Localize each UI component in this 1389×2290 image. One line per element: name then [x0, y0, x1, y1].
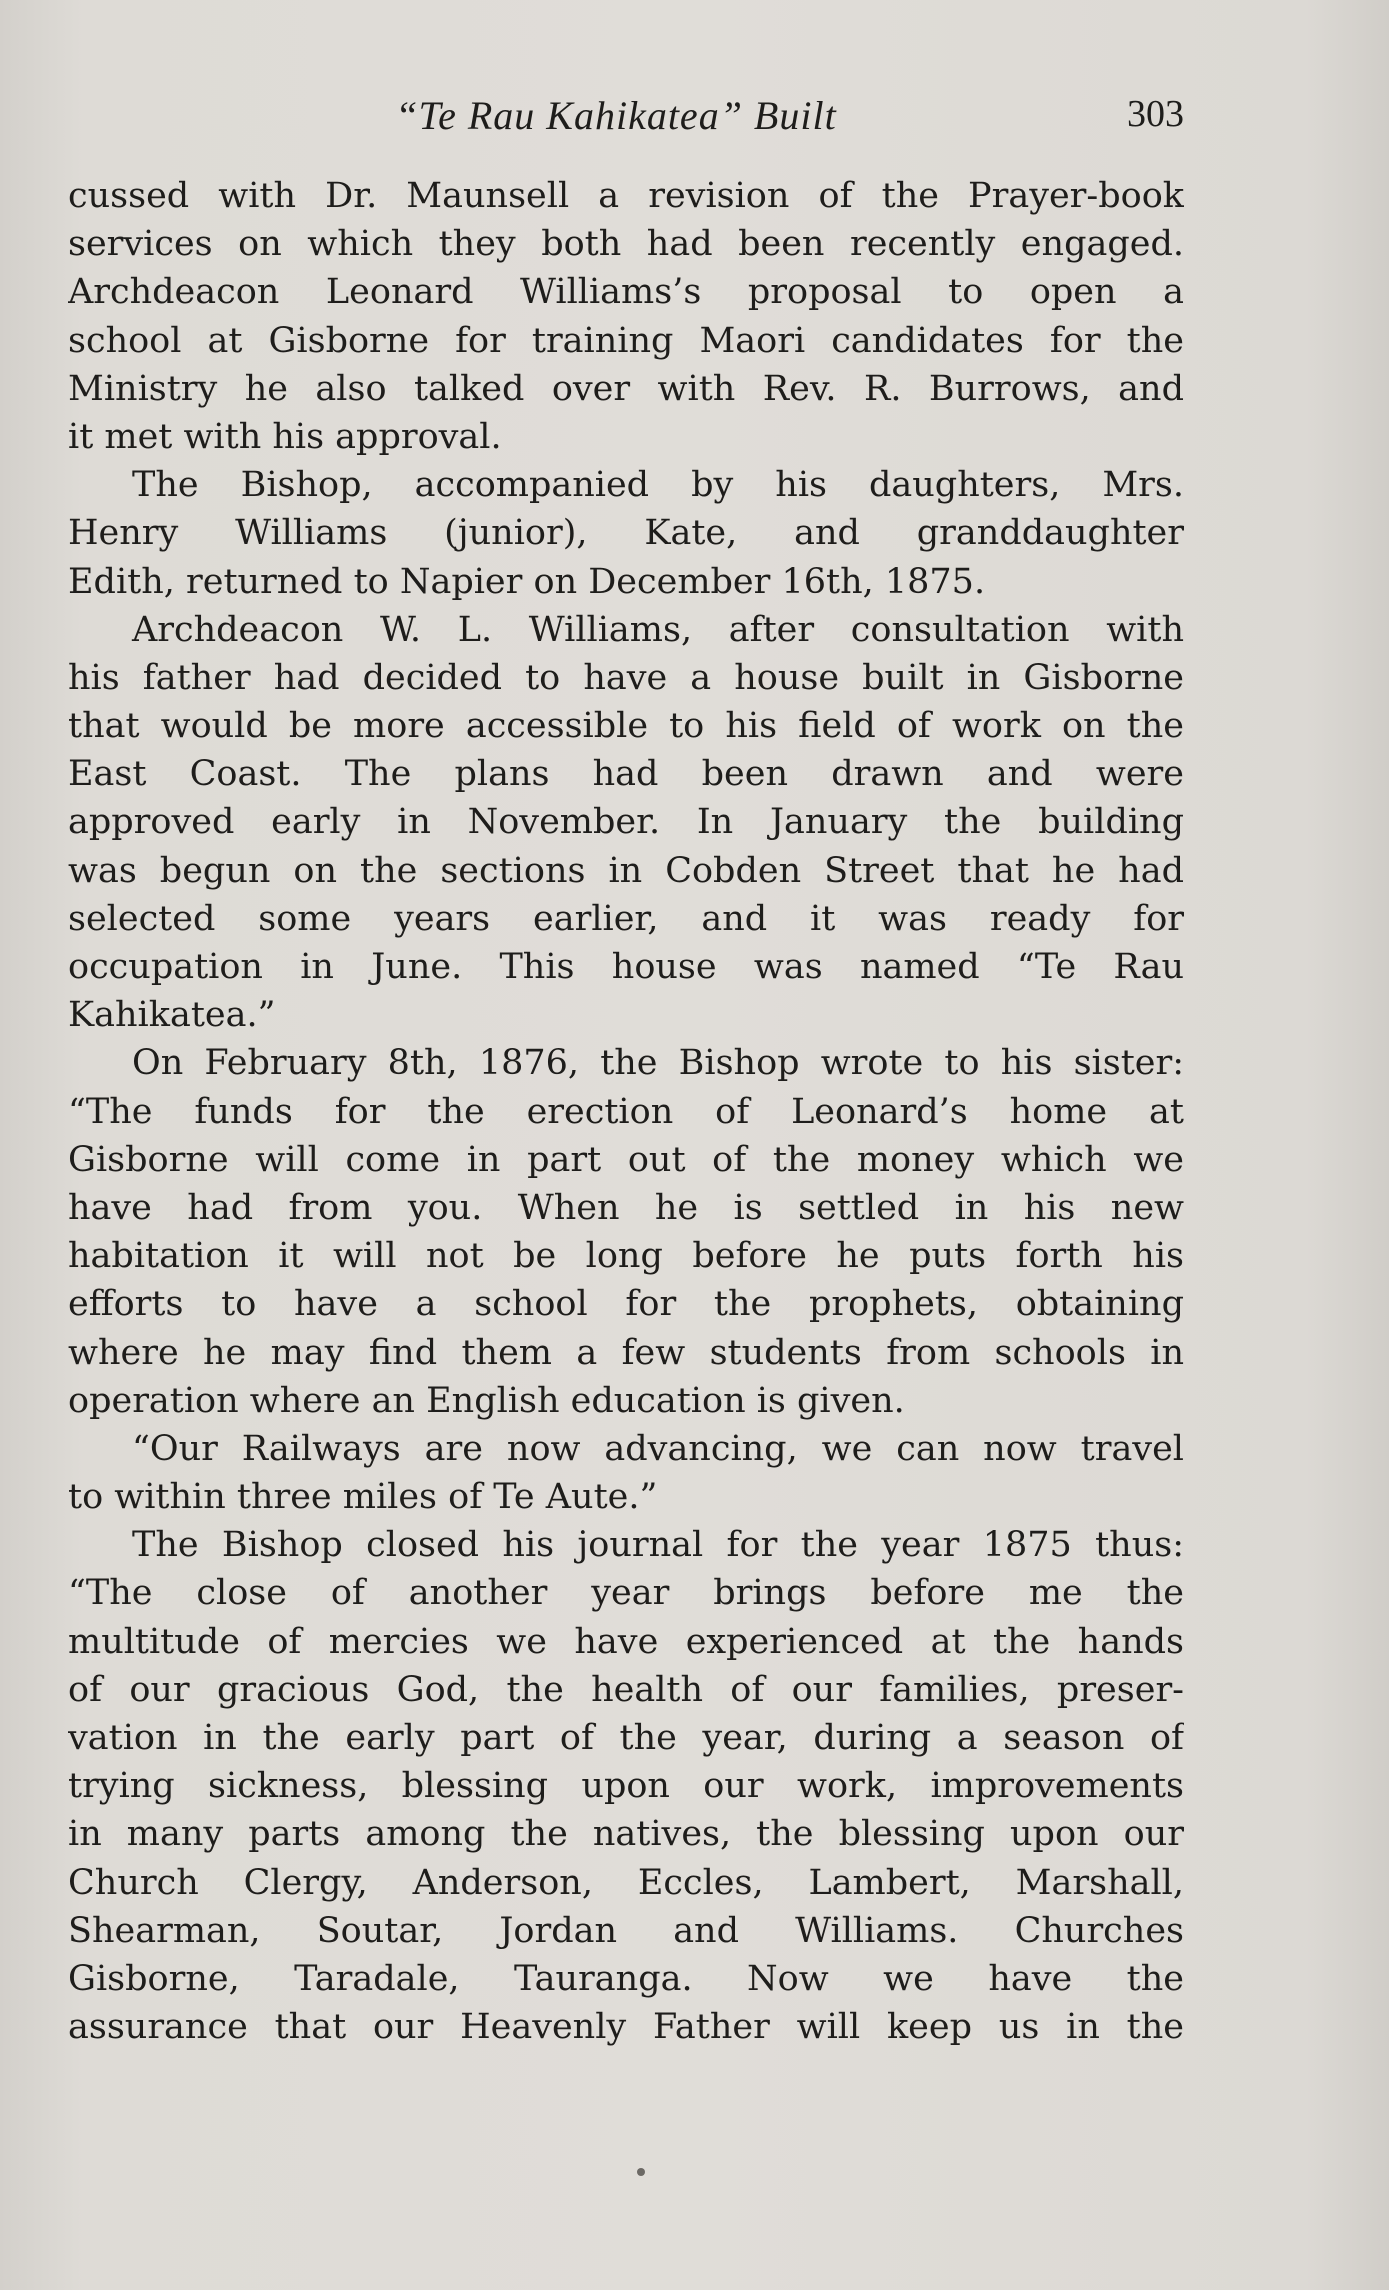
text-line: occupation in June. This house was named “Te Rau: [68, 947, 1184, 987]
text-line: On February 8th, 1876, the Bishop wrote to his sister:: [132, 1043, 1184, 1084]
text-line: “The funds for the erection of Leonard’s home at: [68, 1091, 1184, 1132]
paragraph-4: [68, 1039, 1184, 1425]
text-line: school at Gisborne for training Maori candidates for the: [68, 320, 1184, 361]
text-line: Archdeacon W. L. Williams, after consultation with: [132, 609, 1184, 650]
text-line: assurance that our Heavenly Father will keep us in the: [68, 2007, 1184, 2048]
text-line: Archdeacon Leonard Williams’s proposal to open a: [68, 272, 1184, 313]
text-line: services on which they both had been recently engaged.: [68, 224, 1184, 265]
text-line: efforts to have a school for the prophets, obtaining: [68, 1284, 1184, 1325]
text-line: trying sickness, blessing upon our work, improvements: [68, 1766, 1184, 1807]
text-line: his father had decided to have a house built in Gisborne: [68, 657, 1184, 698]
text-line: Edith, returned to Napier on December 16th, 1875.: [68, 561, 986, 602]
text-line: “The close of another year brings before me the: [68, 1573, 1184, 1614]
text-line: The Bishop, accompanied by his daughters, Mrs.: [132, 465, 1184, 506]
text-line: of our gracious God, the health of our families, preser-: [68, 1669, 1184, 1710]
text-line: The Bishop closed his journal for the year 1875 thus:: [132, 1525, 1184, 1566]
running-title: “Te Rau Kahikatea” Built: [395, 93, 837, 138]
text-line: approved early in November. In January the building: [68, 802, 1184, 843]
text-line: selected some years earlier, and it was ready for: [68, 898, 1184, 939]
text-line: Ministry he also talked over with Rev. R. Burrows, and: [68, 368, 1184, 409]
text-line: East Coast. The plans had been drawn and were: [68, 754, 1184, 795]
text-line: “Our Railways are now advancing, we can now travel: [132, 1428, 1184, 1469]
page-number: 303: [1127, 93, 1184, 135]
text-line: operation where an English education is given.: [68, 1380, 905, 1421]
paragraph-5: [68, 1425, 1184, 1521]
text-line: Kahikatea.”: [68, 995, 276, 1036]
text-line: was begun on the sections in Cobden Street that he had: [68, 850, 1184, 891]
paragraph-6: [68, 1521, 1184, 2051]
text-line: Church Clergy, Anderson, Eccles, Lambert, Marshall,: [68, 1862, 1184, 1903]
running-header: [68, 92, 1184, 142]
text-line: to within three miles of Te Aute.”: [68, 1477, 658, 1518]
text-line: it met with his approval.: [68, 416, 502, 457]
body-text: [68, 172, 1184, 2051]
text-line: where he may find them a few students from schools in: [68, 1332, 1184, 1373]
text-line: Shearman, Soutar, Jordan and Williams. Churches: [68, 1910, 1184, 1951]
ink-speck: [637, 2168, 645, 2176]
text-line: Henry Williams (junior), Kate, and granddaughter: [68, 513, 1184, 554]
text-line: that would be more accessible to his field of work on the: [68, 706, 1184, 747]
paragraph-1: [68, 172, 1184, 461]
text-line: in many parts among the natives, the blessing upon our: [68, 1814, 1184, 1855]
text-line: cussed with Dr. Maunsell a revision of the Prayer-book: [68, 176, 1184, 216]
text-line: habitation it will not be long before he puts forth his: [68, 1236, 1184, 1277]
paragraph-2: [68, 461, 1184, 606]
text-line: Gisborne, Taradale, Tauranga. Now we have the: [68, 1958, 1184, 1999]
text-line: Gisborne will come in part out of the money which we: [68, 1139, 1184, 1180]
paragraph-3: [68, 606, 1184, 1040]
text-line: multitude of mercies we have experienced at the hands: [68, 1621, 1184, 1662]
text-line: vation in the early part of the year, during a season of: [68, 1718, 1184, 1758]
text-line: have had from you. When he is settled in his new: [68, 1187, 1184, 1228]
